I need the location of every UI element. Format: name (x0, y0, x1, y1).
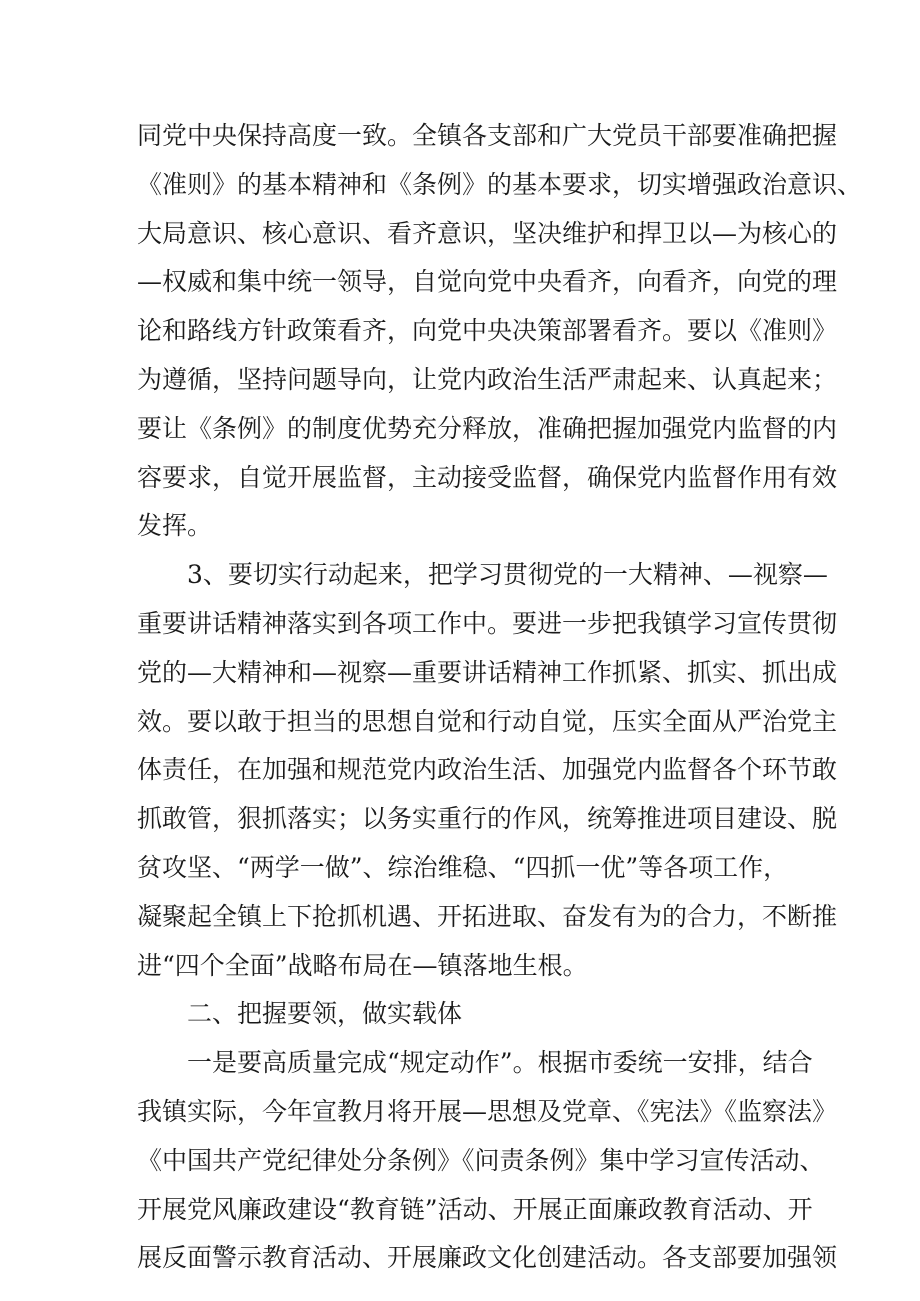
text-line: 发挥。 (137, 511, 213, 541)
text-line: 我镇实际，今年宣教月将开展—思想及党章、《宪法》《监察法》 (137, 1096, 838, 1126)
text-line: 二、把握要领，做实载体 (187, 999, 463, 1029)
document-body (137, 112, 863, 1283)
text-line: 一是要高质量完成“规定动作”。根据市委统一安排，结合 (187, 1048, 813, 1078)
text-line: 论和路线方针政策看齐，向党中央决策部署看齐。要以《准则》 (137, 316, 838, 346)
text-line: 3、要切实行动起来，把学习贯彻党的一大精神、—视察— (187, 560, 828, 590)
text-line: 开展党风廉政建设“教育链”活动、开展正面廉政教育活动、开 (137, 1194, 813, 1224)
text-line: 贫攻坚、“两学一做”、综治维稳、“四抓一优”等各项工作， (137, 852, 789, 882)
text-line: 重要讲话精神落实到各项工作中。要进一步把我镇学习宣传贯彻 (137, 608, 838, 638)
text-line: 展反面警示教育活动、开展廉政文化创建活动。各支部要加强领 (137, 1243, 838, 1273)
text-line: 容要求，自觉开展监督，主动接受监督，确保党内监督作用有效 (137, 462, 838, 492)
text-line: 进“四个全面”战略布局在—镇落地生根。 (137, 950, 588, 980)
text-line: 为遵循，坚持问题导向，让党内政治生活严肃起来、认真起来； (137, 364, 838, 394)
text-line: 效。要以敢于担当的思想自觉和行动自觉，压实全面从严治党主 (137, 706, 838, 736)
text-line: 《中国共产党纪律处分条例》《问责条例》集中学习宣传活动、 (137, 1145, 825, 1175)
text-line: 体责任，在加强和规范党内政治生活、加强党内监督各个环节敢 (137, 755, 838, 785)
text-line: —权威和集中统一领导，自觉向党中央看齐，向看齐，向党的理 (137, 267, 838, 297)
text-line: 党的—大精神和—视察—重要讲话精神工作抓紧、抓实、抓出成 (137, 657, 838, 687)
text-line: 同党中央保持高度一致。全镇各支部和广大党员干部要准确把握 (137, 121, 838, 150)
text-line: 要让《条例》的制度优势充分释放，准确把握加强党内监督的内 (137, 413, 838, 443)
text-line: 抓敢管，狠抓落实；以务实重行的作风，统筹推进项目建设、脱 (137, 804, 838, 834)
text-line: 大局意识、核心意识、看齐意识，坚决维护和捍卫以—为核心的 (137, 218, 838, 248)
text-line: 凝聚起全镇上下抢抓机遇、开拓进取、奋发有为的合力，不断推 (137, 901, 838, 931)
text-line: 《准则》的基本精神和《条例》的基本要求，切实增强政治意识、 (137, 169, 863, 199)
